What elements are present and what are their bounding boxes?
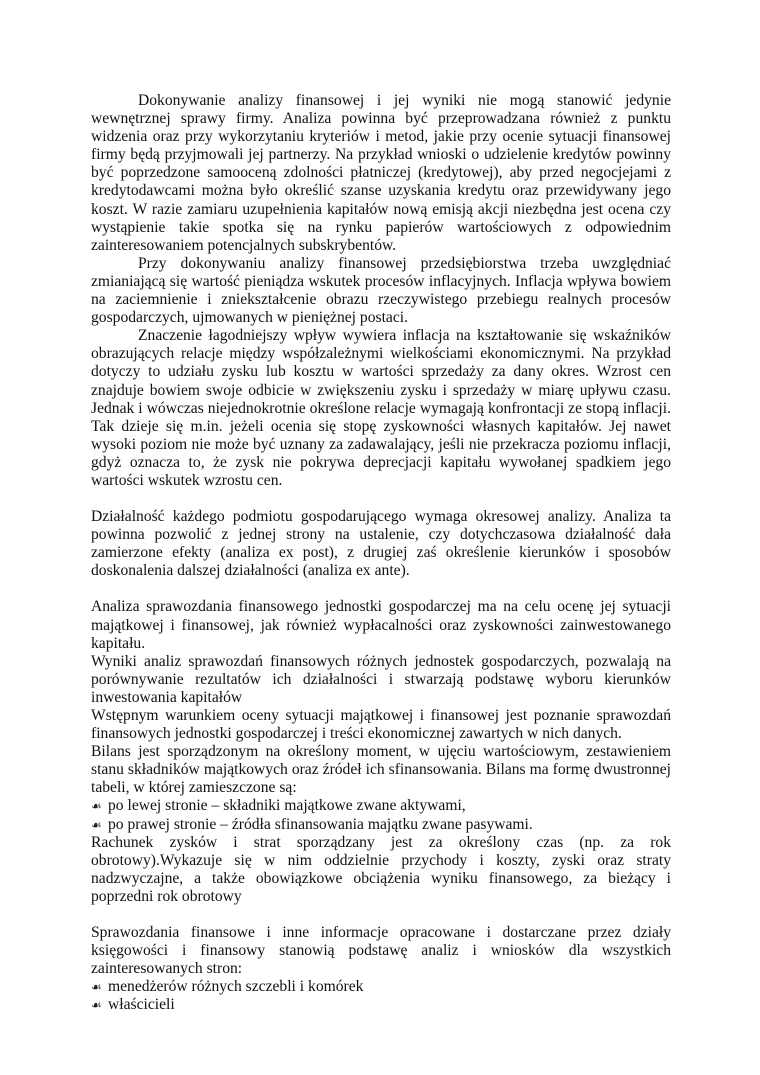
paragraph-balance-sheet: Bilans jest sporządzonym na określony moment, w ujęciu wartościowym, zestawieniem stanu składników majątkowych oraz źródeł ich sfinansowania. Bilans ma formę dwustronnej tabeli, w której zamieszczone są: [91, 743, 671, 797]
list-item [91, 816, 671, 834]
list-item-text: menedżerów różnych szczebli i komórek [108, 978, 364, 996]
list-item [91, 996, 671, 1014]
paragraph-financial-analysis-partners: Dokonywanie analizy finansowej i jej wyniki nie mogą stanowić jedynie wewnętrznej sprawy firmy. Analiza powinna być przeprowadzana również z punktu widzenia oraz przy wykorzytaniu kryteriów i metod, jakie przy ocenie sytuacji finansowej firmy będą przyjmowali jej partnerzy. Na przykład wnioski o udzielenie kredytów powinny być poprzedzone samooceną zdolności płatniczej (kredytowej), aby przed negocjejami z kredytodawcami można było określić szanse uzyskania kredytu oraz przewidywany jego koszt. W razie zamiaru uzupełnienia kapitałów nową emisją akcji niezbędna jest ocena czy wystąpienie takie spotka się na rynku papierów wartościowych z odpowiednim zainteresowaniem potencjalnych subskrybentów. [91, 92, 671, 254]
paragraph-periodic-analysis: Działalność każdego podmiotu gospodarującego wymaga okresowej analizy. Analiza ta powinna pozwolić z jednej strony na ustalenie, czy dotychczasowa działalność dała zamierzone efekty (analiza ex post), z drugiej zaś określenie kierunków i sposobów doskonalenia dalszej działalności (analiza ex ante). [91, 508, 671, 580]
paragraph-analysis-results: Wyniki analiz sprawozdań finansowych różnych jednostek gospodarczych, pozwalają na porównywanie rezultatów ich działalności i stwarzają podstawę wyboru kierunków inwestowania kapitałów [91, 652, 671, 706]
stakeholders-list [91, 978, 671, 1014]
list-item [91, 978, 671, 996]
list-item [91, 797, 671, 815]
paragraph-inflation-value-of-money: Przy dokonywaniu analizy finansowej przedsiębiorstwa trzeba uwzględniać zmianiającą się wartość pieniądza wskutek procesów inflacyjnych. Inflacja wpływa bowiem na zaciemnienie i zniekształcenie obrazu rzeczywistego przebiegu realnych procesów gospodarczych, ujmowanych w pieniężnej postaci. [91, 254, 671, 327]
balance-sheet-sides-list [91, 797, 671, 833]
paragraph-financial-statement-analysis: Analiza sprawozdania finansowego jednostki gospodarczej ma na celu ocenę jej sytuacji majątkowej i finansowej, jak również wypłacalności oraz zyskowności zainwestowanego kapitału. [91, 598, 671, 652]
paragraph-preliminary-condition: Wstępnym warunkiem oceny sytuacji majątkowej i finansowej jest poznanie sprawozdań finansowych jednostki gospodarczej i treści ekonomicznej zawartych w nich danych. [91, 707, 671, 743]
document-page [91, 92, 671, 1015]
list-item-text: właścicieli [108, 996, 175, 1014]
paragraph-stakeholders: Sprawozdania finansowe i inne informacje opracowane i dostarczane przez działy księgowości i finansowy stanowią podstawę analiz i wniosków dla wszystkich zainteresowanych stron: [91, 924, 671, 978]
fleuron-bullet-icon: ☙ [91, 817, 102, 832]
list-item-text: po lewej stronie – składniki majątkowe zwane aktywami, [108, 797, 466, 815]
fleuron-bullet-icon: ☙ [91, 799, 102, 814]
list-item-text: po prawej stronie – źródła sfinansowania majątku zwane pasywami. [108, 815, 533, 833]
fleuron-bullet-icon: ☙ [91, 980, 102, 995]
paragraph-income-statement: Rachunek zysków i strat sporządzany jest za określony czas (np. za rok obrotowy).Wykazuje się w nim oddzielnie przychody i koszty, zyski oraz straty nadzwyczajne, a także obowiązkowe obciążenia wyniku finansowego, za bieżący i poprzedni rok obrotowy [91, 833, 671, 905]
paragraph-inflation-ratios: Znaczenie łagodniejszy wpływ wywiera inflacja na kształtowanie się wskaźników obrazujących relacje między współzależnymi wielkościami ekonomicznymi. Na przykład dotyczy to udziału zysku lub kosztu w wartości sprzedaży za dany okres. Wzrost cen znajduje bowiem swoje odbicie w zwiększeniu zysku i sprzedaży w miarę upływu czasu. Jednak i wówczas niejednokrotnie określone relacje wymagają konfrontacji ze stopą inflacji. Tak dzieje się m.in. jeżeli ocenia się stopę zyskowności własnych kapitałów. Jej nawet wysoki poziom nie może być uznany za zadawalający, jeśli nie przekracza poziomu inflacji, gdyż oznacza to, że zysk nie pokrywa deprecjacji kapitału wywołanej spadkiem jego wartości wskutek wzrostu cen. [91, 327, 671, 489]
fleuron-bullet-icon: ☙ [91, 998, 102, 1013]
